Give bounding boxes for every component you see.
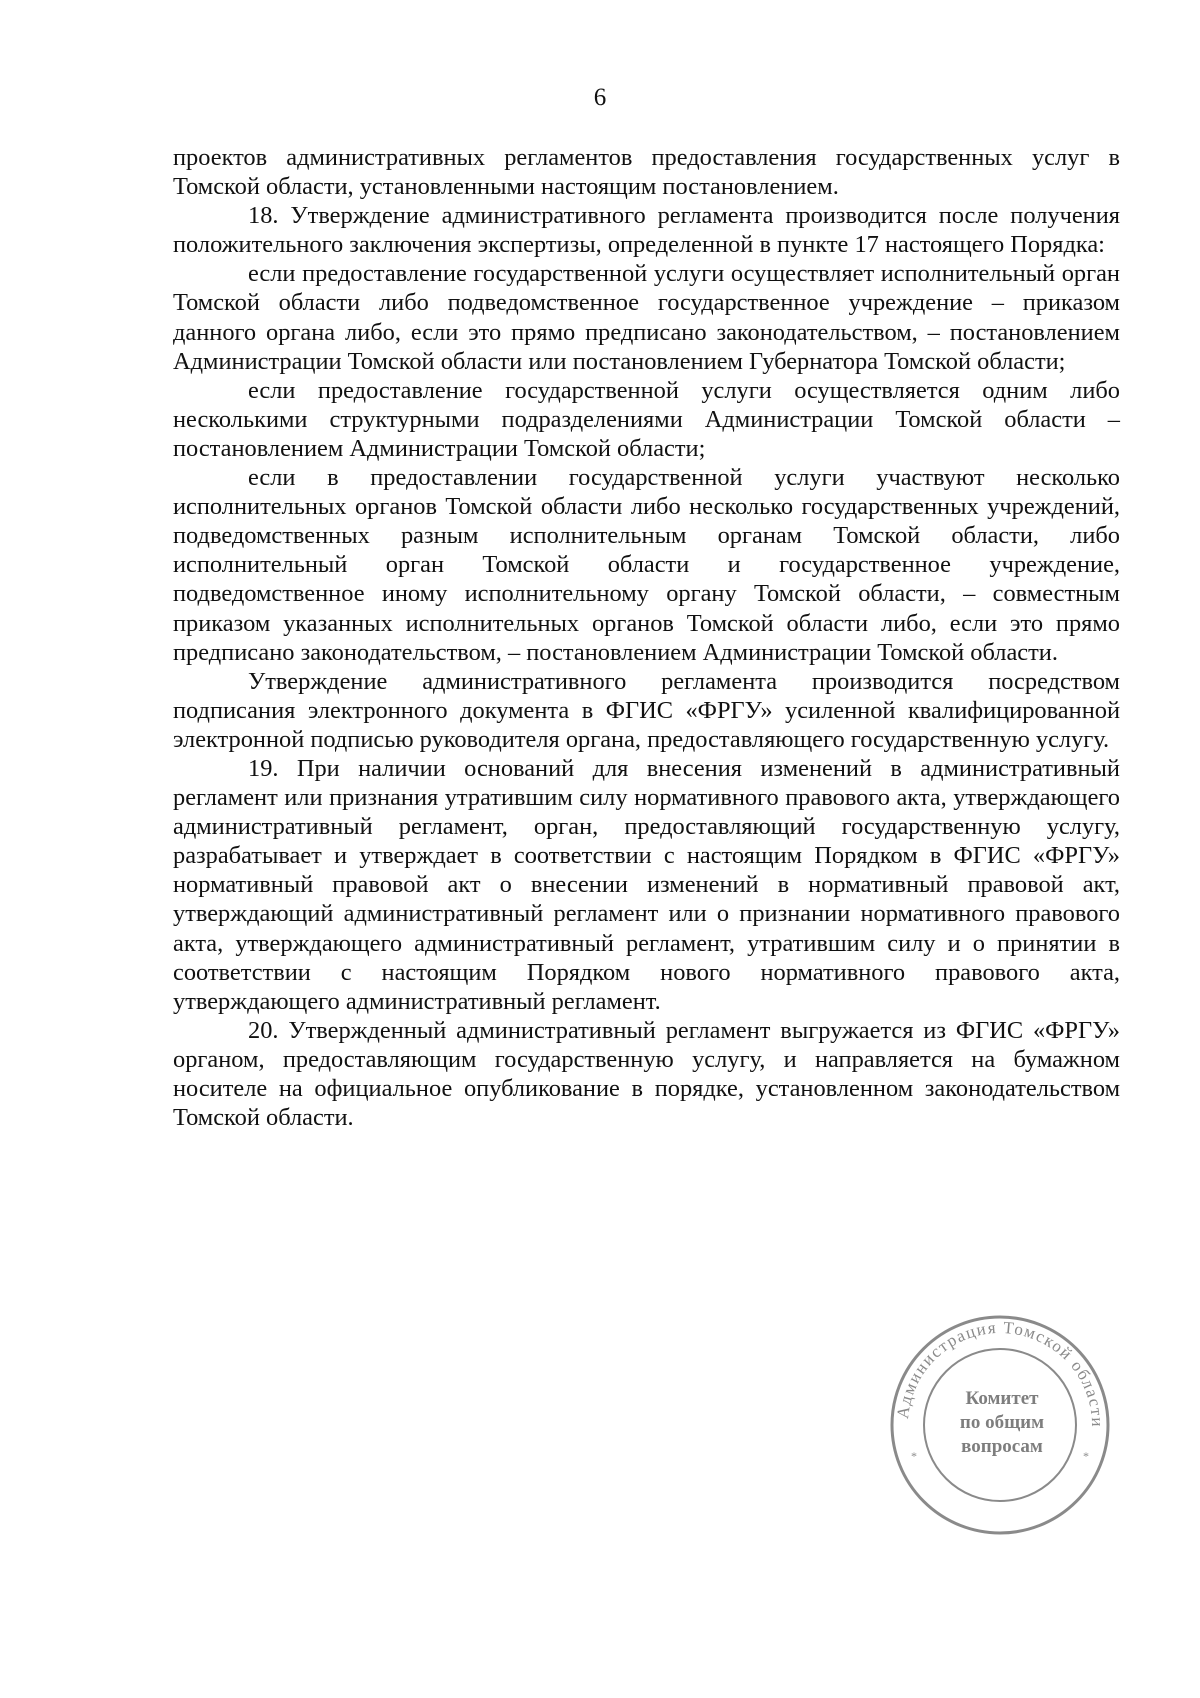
paragraph-18-electronic-signature: Утверждение административного регламента производится посредством подписания электронного документа в ФГИС «ФРГУ» усиленной квалифицированной электронной подписью руководителя органа, предоставляющего государственную услугу.	[173, 667, 1120, 753]
stamp-seal-icon	[885, 1310, 1115, 1540]
paragraph-item-19: 19. При наличии оснований для внесения изменений в административный регламент или признания утратившим силу нормативного правового акта, утверждающего административный регламент, орган, предоставляющий государственную услугу, разрабатывает и утверждает в соответствии с настоящим Порядком в ФГИС «ФРГУ» нормативный правовой акт о внесении изменений в нормативный правовой акт, утверждающий административный регламент или о признании нормативного правового акта, утверждающего административный регламент, утратившим силу и о принятии в соответствии с настоящим Порядком нового нормативного правового акта, утверждающего административный регламент.	[173, 754, 1120, 1015]
official-stamp	[885, 1310, 1115, 1540]
stamp-center-line-2: по общим	[959, 1412, 1045, 1433]
stamp-star-icon-right: *	[1083, 1449, 1089, 1463]
paragraph-18-case-several-bodies: если в предоставлении государственной услуги участвуют несколько исполнительных органов Томской области либо несколько государственных учреждений, подведомственных разным исполнительным органам Томской области, либо исполнительный орган Томской области и государственное учреждение, подведомственное иному исполнительному органу Томской области, – совместным приказом указанных исполнительных органов Томской области либо, если это прямо предписано законодательством, – постановлением Администрации Томской области.	[173, 464, 1120, 666]
page-number: 6	[593, 84, 607, 111]
paragraph-item-18: 18. Утверждение административного регламента производится после получения положительного заключения экспертизы, определенной в пункте 17 настоящего Порядка:	[173, 202, 1120, 259]
paragraph-18-case-executive-body: если предоставление государственной услуги осуществляет исполнительный орган Томской области либо подведомственное государственное учреждение – приказом данного органа либо, если это прямо предписано законодательством, – постановлением Администрации Томской области или постановлением Губернатора Томской области;	[173, 260, 1120, 375]
stamp-center-line-3: вопросам	[961, 1436, 1043, 1457]
stamp-ring-text: Администрация Томской области	[893, 1317, 1108, 1429]
stamp-star-icon: *	[911, 1449, 917, 1463]
paragraph-18-case-structural-units: если предоставление государственной услуги осуществляется одним либо несколькими структурными подразделениями Администрации Томской области – постановлением Администрации Томской области;	[173, 376, 1120, 462]
paragraph-continuation: проектов административных регламентов предоставления государственных услуг в Томской области, установленными настоящим постановлением.	[173, 144, 1120, 201]
document-body	[173, 143, 1120, 1132]
stamp-center-line-1: Комитет	[965, 1388, 1039, 1409]
paragraph-item-20: 20. Утвержденный административный регламент выгружается из ФГИС «ФРГУ» органом, предоставляющим государственную услугу, и направляется на бумажном носителе на официальное опубликование в порядке, установленном законодательством Томской области.	[173, 1016, 1120, 1132]
